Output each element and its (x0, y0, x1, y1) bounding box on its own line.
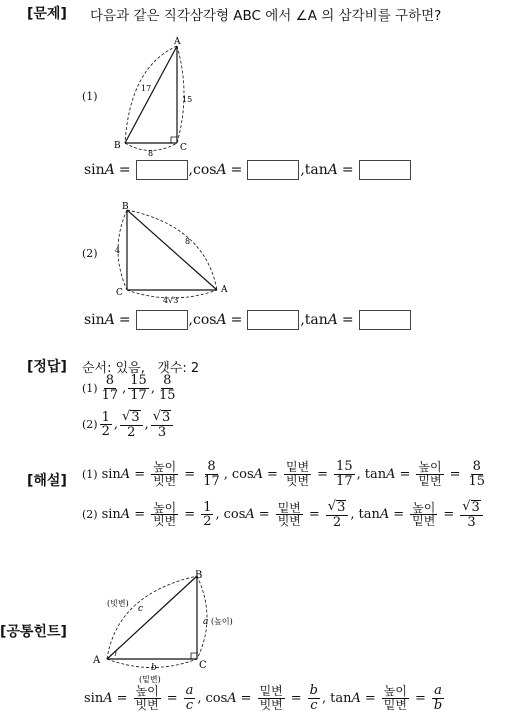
t2-label-B: B (122, 202, 129, 212)
answer2-frac-cos: √ 3 2 (120, 410, 143, 440)
hint-label-a: a (203, 617, 209, 627)
answer1-frac-tan: $\frac{8}{15}$ (158, 373, 176, 403)
explanation-row-2: (2) sin A = $\frac{\text{높이}}{\text{빗변}}$ = $\frac{1}{2}$ , cos A = $\frac{\text{밑변}}{\text{빗변}}$ = √ 3 2 , tan A = $\frac{\text{높이}}{\text{밑변}}$ = √ 3 3 (82, 500, 485, 530)
t2-label-side: 4 (115, 246, 121, 255)
t2-label-base: 4√3 (163, 296, 179, 305)
hint-label-c: c (138, 604, 144, 614)
answer-meta: 순서: 있음, 갯수: 2 (82, 361, 200, 376)
hint-label-hyp-kr: (빗변) (107, 599, 129, 608)
part1-sin-input[interactable] (136, 160, 188, 180)
hint-label-height-kr: (높이) (211, 617, 233, 626)
hint-label-base-kr: (밑변) (139, 675, 161, 684)
answer1-frac-cos: $\frac{15}{17}$ (130, 373, 147, 403)
hint-formula-line: sin A = $\frac{\text{높이}}{\text{빗변}}$ = $\frac{a}{c}$ , cos A = $\frac{\text{밑변}}{\text{빗변}}$ = $\frac{b}{c}$ , tan A = $\frac{\text{높이}}{\text{밑변}}$ = $\frac{a}{b}$ (84, 683, 443, 713)
problem-tag: [문제] (27, 6, 67, 22)
part2-number: (2) (82, 247, 98, 260)
t2-label-A: A (221, 285, 228, 295)
part2-answer-line: sin A = , cos A = , tan A = (84, 310, 412, 330)
answer2-frac-sin: $\frac{1}{2}$ (101, 409, 110, 440)
t1-label-hyp: 17 (141, 84, 152, 93)
t2-label-hyp: 8 (185, 237, 191, 246)
t1-label-base: 8 (148, 149, 154, 158)
t1-label-B: B (114, 141, 121, 151)
answer1-frac-sin: $\frac{8}{17}$ (101, 373, 119, 403)
part2-cos-input[interactable] (247, 310, 299, 330)
t1-label-C: C (180, 143, 187, 153)
part1-number: (1) (82, 90, 98, 103)
answer-tag: [정답] (27, 359, 67, 375)
part2-tan-input[interactable] (359, 310, 411, 330)
part1-answer-line: sin A = , cos A = , tan A = (84, 160, 412, 180)
answer2-frac-tan: √ 3 3 (151, 410, 174, 440)
explanation-tag: [해설] (27, 473, 67, 489)
triangle-2-diagram (105, 198, 240, 308)
problem-question: 다음과 같은 직각삼각형 ABC 에서 ∠A 의 삼각비를 구하면? (90, 8, 442, 24)
hint-label-A: A (93, 655, 101, 666)
hint-triangle-diagram (85, 566, 255, 686)
triangle-1-diagram (105, 32, 205, 160)
part1-tan-input[interactable] (359, 160, 411, 180)
hint-label-b: b (151, 663, 157, 673)
hint-label-C: C (199, 660, 207, 671)
explanation-row-1: (1) sin A = $\frac{\text{높이}}{\text{빗변}}$ = $\frac{8}{17}$ , cos A = $\frac{\text{밑변}}{\text{빗변}}$ = $\frac{15}{17}$ , tan A = $\frac{\text{높이}}{\text{밑변}}$ = $\frac{8}{15}$ (82, 459, 486, 489)
t1-label-side: 15 (182, 95, 193, 104)
hint-tag: [공통힌트] (0, 624, 67, 640)
part1-cos-input[interactable] (247, 160, 299, 180)
hint-label-B: B (195, 570, 203, 581)
t1-label-A: A (174, 37, 181, 47)
t2-label-C: C (116, 288, 123, 298)
answer-row-1: (1) $\frac{8}{17}$ , $\frac{15}{17}$ , $\frac{8}{15}$ (82, 373, 176, 403)
answer-row-2: (2) $\frac{1}{2}$ , √ 3 2 , √ 3 3 (82, 410, 175, 440)
part2-sin-input[interactable] (136, 310, 188, 330)
